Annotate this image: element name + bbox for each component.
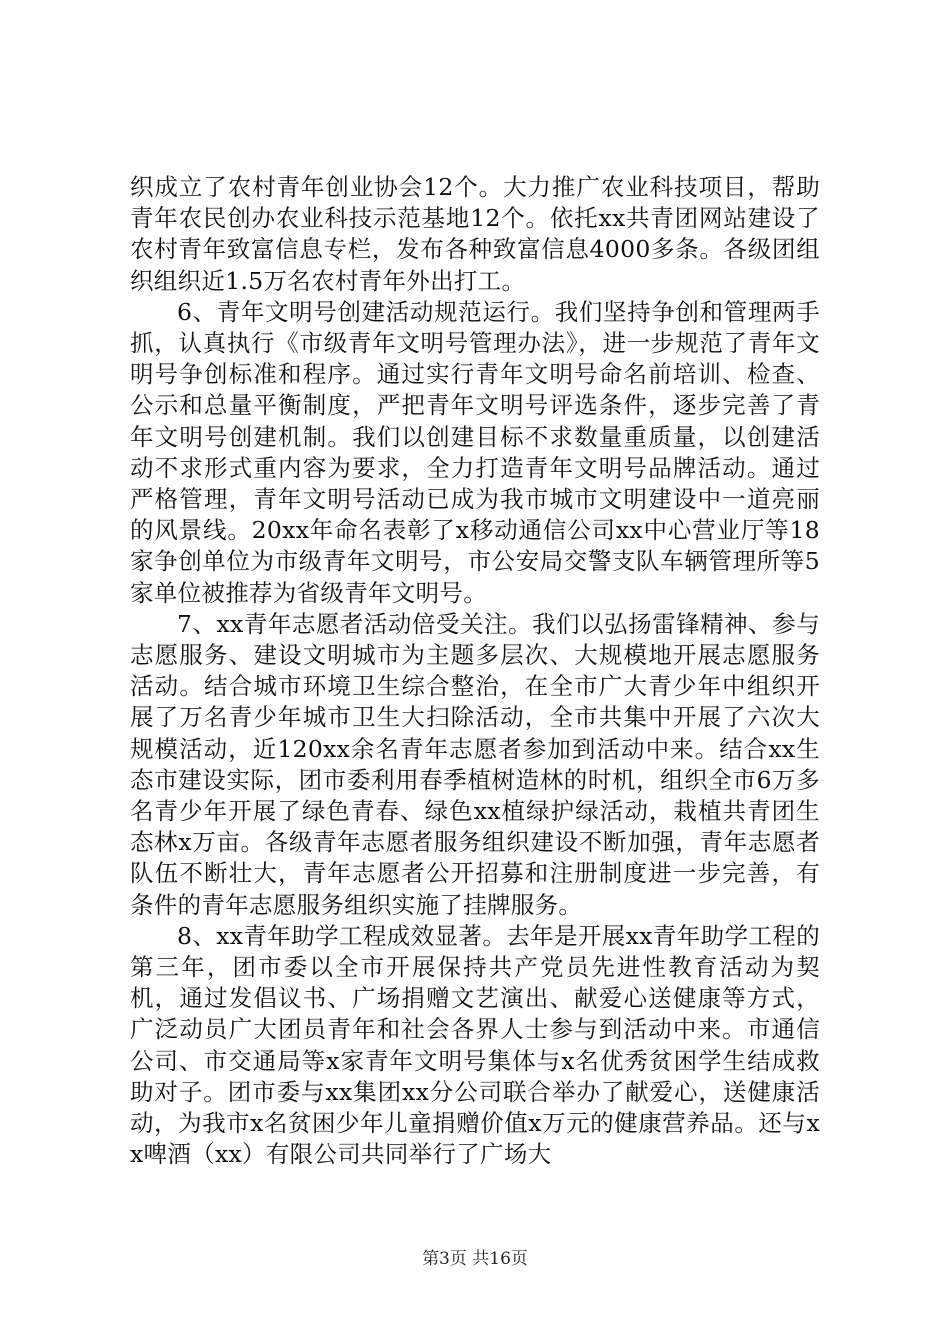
- paragraph-item-7: 7、xx青年志愿者活动倍受关注。我们以弘扬雷锋精神、参与志愿服务、建设文明城市为主题多层次、大规模地开展志愿服务活动。结合城市环境卫生综合整治，在全市广大青少年中组织开展了万名青少年城市卫生大扫除活动，全市共集中开展了六次大规模活动，近120xx余名青年志愿者参加到活动中来。结合xx生态市建设实际，团市委利用春季植树造林的时机，组织全市6万多名青少年开展了绿色青春、绿色xx植绿护绿活动，栽植共青团生态林x万亩。各级青年志愿者服务组织建设不断加强，青年志愿者队伍不断壮大，青年志愿者公开招募和注册制度进一步完善，有条件的青年志愿服务组织实施了挂牌服务。: [130, 609, 820, 919]
- paragraph-item-6: 6、青年文明号创建活动规范运行。我们坚持争创和管理两手抓，认真执行《市级青年文明号管理办法》，进一步规范了青年文明号争创标准和程序。通过实行青年文明号命名前培训、检查、公示和总量平衡制度，严把青年文明号评选条件，逐步完善了青年文明号创建机制。我们以创建目标不求数量重质量，以创建活动不求形式重内容为要求，全力打造青年文明号品牌活动。通过严格管理，青年文明号活动已成为我市城市文明建设中一道亮丽的风景线。20xx年命名表彰了x移动通信公司xx中心营业厅等18家争创单位为市级青年文明号，市公安局交警支队车辆管理所等5家单位被推荐为省级青年文明号。: [130, 297, 820, 607]
- paragraph-continued: 织成立了农村青年创业协会12个。大力推广农业科技项目，帮助青年农民创办农业科技示范基地12个。依托xx共青团网站建设了农村青年致富信息专栏，发布各种致富信息4000多条。各级团组织组织近1.5万名农村青年外出打工。: [130, 173, 820, 295]
- paragraph-item-8: 8、xx青年助学工程成效显著。去年是开展xx青年助学工程的第三年，团市委以全市开展保持共产党员先进性教育活动为契机，通过发倡议书、广场捐赠文艺演出、献爱心送健康等方式，广泛动员广大团员青年和社会各界人士参与到活动中来。市通信公司、市交通局等x家青年文明号集体与x名优秀贫困学生结成救助对子。团市委与xx集团xx分公司联合举办了献爱心，送健康活动，为我市x名贫困少年儿童捐赠价值x万元的健康营养品。还与xx啤酒（xx）有限公司共同举行了广场大: [130, 921, 820, 1169]
- body-text: [130, 172, 820, 1171]
- page-footer: 第3页 共16页: [422, 1249, 528, 1269]
